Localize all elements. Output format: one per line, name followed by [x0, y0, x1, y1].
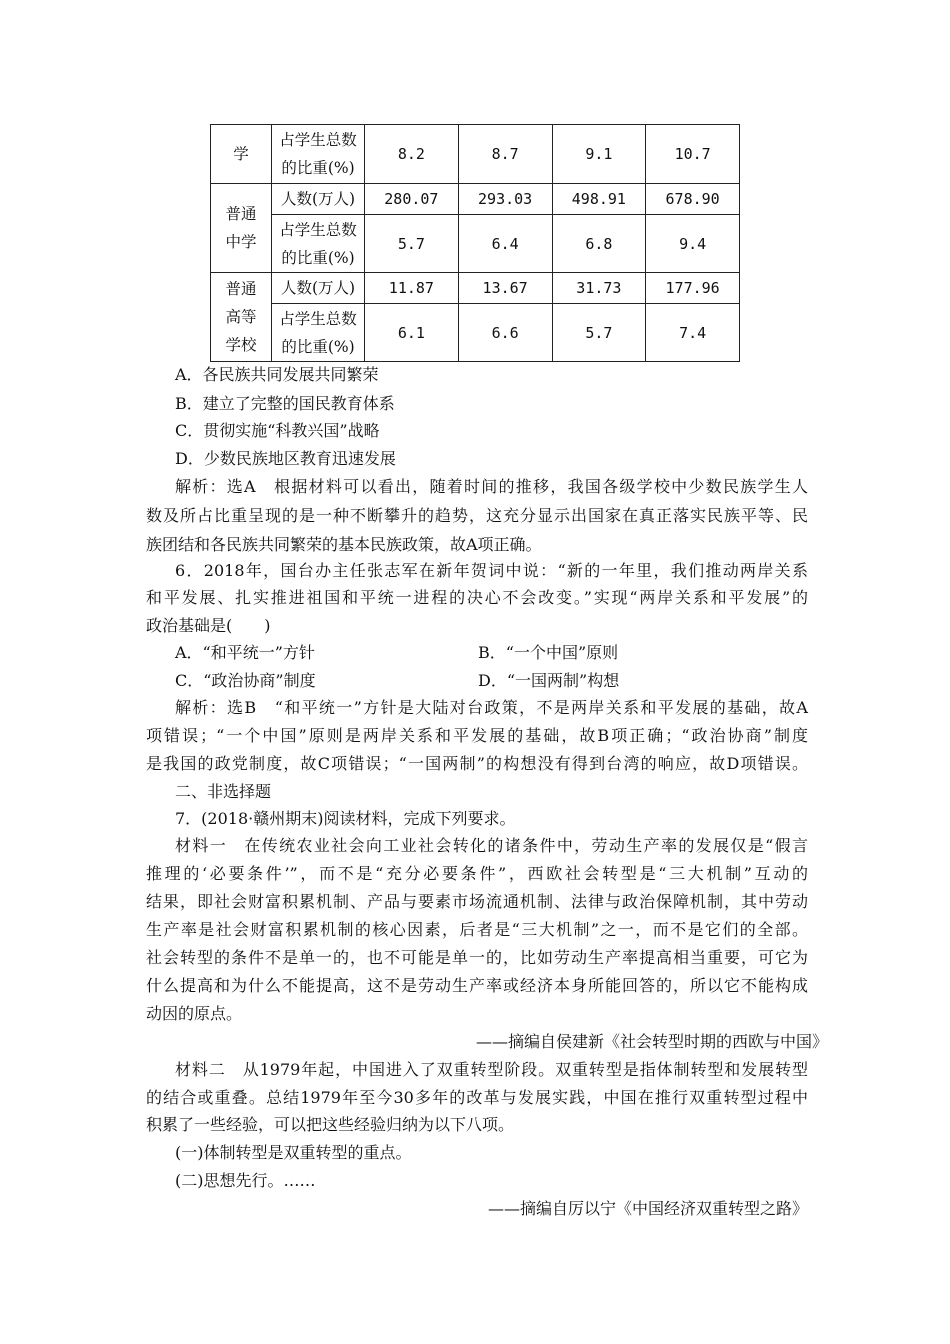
table-row [211, 273, 740, 304]
material-line: 社会转型的条件不是单一的，也不可能是单一的，比如劳动生产率提高相当重要，可它为 [146, 948, 808, 967]
material-line: 推理的‘必要条件’”，而不是“充分必要条件”，西欧社会转型是“三大机制”互动的 [146, 864, 808, 883]
value-cell: 13.67 [458, 273, 552, 304]
analysis-line: 解析：选B “和平统一”方针是大陆对台政策，不是两岸关系和平发展的基础，故A [175, 698, 808, 717]
option-a: A．“和平统一”方针 [175, 643, 315, 662]
source-citation: ——摘编自厉以宁《中国经济双重转型之路》 [487, 1199, 808, 1218]
material-line: 材料一 在传统农业社会向工业社会转化的诸条件中，劳动生产率的发展仅是“假言 [175, 836, 808, 855]
table-row [211, 125, 740, 184]
source-citation: ——摘编自侯建新《社会转型时期的西欧与中国》 [476, 1032, 829, 1051]
value-cell: 8.2 [365, 125, 459, 184]
option-d: D．少数民族地区教育迅速发展 [175, 449, 396, 468]
question-line: 6．2018年，国台办主任张志军在新年贺词中说：“新的一年里，我们推动两岸关系 [175, 561, 808, 580]
material-line: 的结合或重叠。总结1979年至今30多年的改革与发展实践，中国在推行双重转型过程中 [146, 1088, 808, 1107]
row-label-cell: 占学生总数 的比重(%) [272, 304, 365, 362]
material-line: 什么提高和为什么不能提高，这不是劳动生产率或经济本身所能回答的，所以它不能构成 [146, 976, 808, 995]
value-cell: 31.73 [552, 273, 646, 304]
row-label-cell: 占学生总数 的比重(%) [272, 125, 365, 184]
material-line: (二)思想先行。…… [175, 1171, 316, 1190]
option-b: B．“一个中国”原则 [478, 643, 619, 662]
value-cell: 6.1 [365, 304, 459, 362]
section-heading: 二、非选择题 [175, 782, 272, 801]
value-cell: 8.7 [458, 125, 552, 184]
option-c: C．贯彻实施“科教兴国”战略 [175, 421, 380, 440]
option-c: C．“政治协商”制度 [175, 671, 316, 690]
option-d: D．“一国两制”构想 [478, 671, 620, 690]
question-line: 和平发展、扎实推进祖国和平统一进程的决心不会改变。”实现“两岸关系和平发展”的 [146, 588, 808, 607]
material-line: (一)体制转型是双重转型的重点。 [175, 1143, 412, 1162]
value-cell: 9.4 [646, 215, 740, 273]
material-line: 生产率是社会财富积累机制的核心因素，后者是“三大机制”之一，而不是它们的全部。 [146, 920, 808, 939]
value-cell: 498.91 [552, 184, 646, 215]
material-line: 结果，即社会财富积累机制、产品与要素市场流通机制、法律与政治保障机制，其中劳动 [146, 892, 808, 911]
value-cell: 11.87 [365, 273, 459, 304]
value-cell: 6.4 [458, 215, 552, 273]
value-cell: 293.03 [458, 184, 552, 215]
analysis-line: 项错误；“一个中国”原则是两岸关系和平发展的基础，故B项正确；“政治协商”制度 [146, 726, 808, 745]
category-cell: 学 [211, 125, 272, 184]
category-cell: 普通 中学 [211, 184, 272, 273]
value-cell: 6.6 [458, 304, 552, 362]
value-cell: 5.7 [365, 215, 459, 273]
minority-students-table [210, 124, 740, 362]
table-row [211, 184, 740, 215]
question-line: 7．(2018·赣州期末)阅读材料，完成下列要求。 [175, 809, 516, 828]
value-cell: 10.7 [646, 125, 740, 184]
row-label-cell: 占学生总数 的比重(%) [272, 215, 365, 273]
value-cell: 678.90 [646, 184, 740, 215]
value-cell: 9.1 [552, 125, 646, 184]
table-row [211, 215, 740, 273]
analysis-line: 是我国的政党制度，故C项错误；“一国两制”的构想没有得到台湾的响应，故D项错误。 [146, 754, 808, 773]
category-cell: 普通 高等 学校 [211, 273, 272, 362]
analysis-line: 解析：选A 根据材料可以看出，随着时间的推移，我国各级学校中少数民族学生人 [175, 477, 808, 496]
value-cell: 177.96 [646, 273, 740, 304]
row-label-cell: 人数(万人) [272, 184, 365, 215]
value-cell: 7.4 [646, 304, 740, 362]
analysis-line: 族团结和各民族共同繁荣的基本民族政策，故A项正确。 [146, 535, 542, 554]
value-cell: 6.8 [552, 215, 646, 273]
question-line: 政治基础是( ) [146, 616, 271, 635]
value-cell: 5.7 [552, 304, 646, 362]
option-a: A．各民族共同发展共同繁荣 [175, 365, 379, 384]
table-row [211, 304, 740, 362]
material-line: 积累了一些经验，可以把这些经验归纳为以下八项。 [146, 1115, 515, 1134]
material-line: 材料二 从1979年起，中国进入了双重转型阶段。双重转型是指体制转型和发展转型 [175, 1060, 808, 1079]
option-b: B．建立了完整的国民教育体系 [175, 394, 395, 413]
material-line: 动因的原点。 [146, 1004, 243, 1023]
row-label-cell: 人数(万人) [272, 273, 365, 304]
analysis-line: 数及所占比重呈现的是一种不断攀升的趋势，这充分显示出国家在真正落实民族平等、民 [146, 506, 808, 525]
value-cell: 280.07 [365, 184, 459, 215]
